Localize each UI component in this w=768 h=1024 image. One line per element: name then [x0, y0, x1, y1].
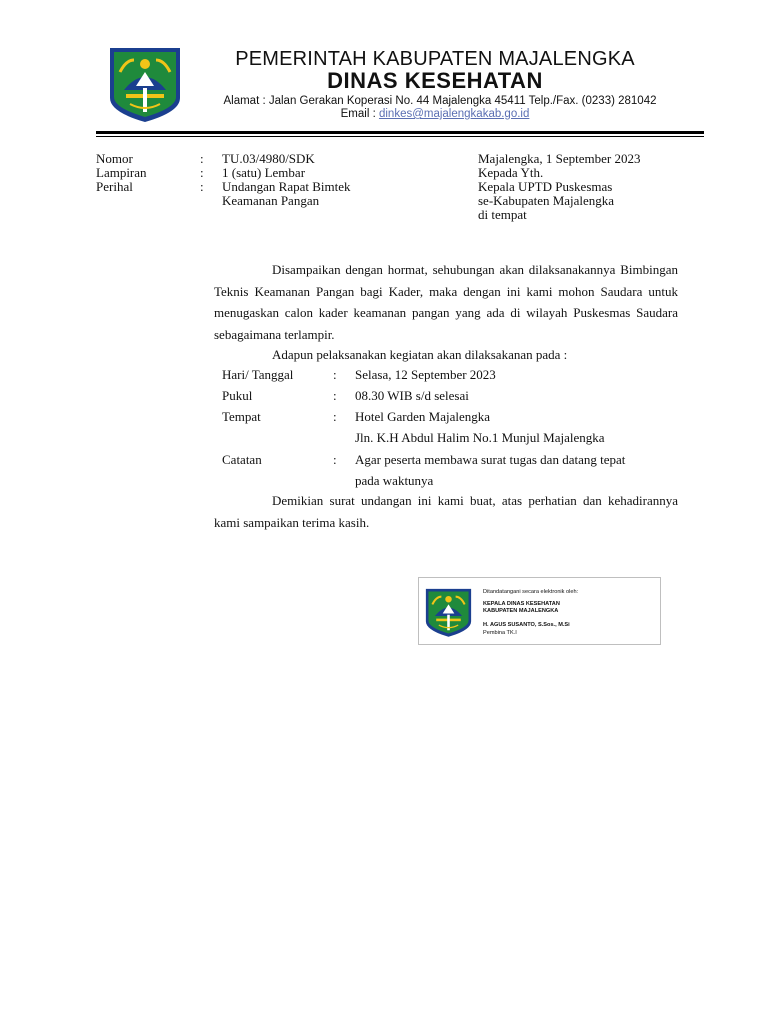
detail-value-note-cont: pada waktunya — [355, 473, 434, 488]
detail-value-note: Agar peserta membawa surat tugas dan datang tepat — [355, 452, 626, 467]
detail-value-venue: Hotel Garden Majalengka — [355, 409, 491, 424]
signature-rank: Pembina TK.I — [483, 630, 517, 636]
detail-value-date: Selasa, 12 September 2023 — [355, 367, 496, 382]
detail-value-time: 08.30 WIB s/d selesai — [355, 388, 469, 403]
majalengka-emblem-small-icon — [422, 583, 475, 640]
recipient-greeting: Kepada Yth. — [478, 165, 544, 180]
meta-colon: : — [200, 151, 204, 166]
detail-label-note: Catatan — [222, 452, 262, 467]
signature-title-1: KEPALA DINAS KESEHATAN — [483, 601, 560, 607]
meta-value-lampiran: 1 (satu) Lembar — [222, 165, 306, 180]
recipient-place: di tempat — [478, 207, 527, 222]
meta-colon: : — [200, 165, 204, 180]
signature-name: H. AGUS SUSANTO, S.Sos., M.Si — [483, 622, 570, 628]
detail-colon: : — [333, 409, 337, 424]
meta-label-nomor: Nomor — [96, 151, 133, 166]
recipient-name-2: se-Kabupaten Majalengka — [478, 193, 615, 208]
meta-value-perihal: Undangan Rapat Bimtek — [222, 179, 351, 194]
header-divider-thick — [96, 131, 704, 134]
header-government: PEMERINTAH KABUPATEN MAJALENGKA — [235, 48, 635, 70]
body-paragraph-2: Adapun pelaksanakan kegiatan akan dilaksakanan pada : — [272, 347, 568, 362]
meta-label-lampiran: Lampiran — [96, 165, 147, 180]
body-paragraph-closing: Demikian surat undangan ini kami buat, atas perhatian dan kehadirannya kami sampaikan terima kasih. — [214, 493, 678, 530]
header-office: DINAS KESEHATAN — [327, 68, 543, 93]
detail-colon: : — [333, 452, 337, 467]
detail-label-date: Hari/ Tanggal — [222, 367, 294, 382]
meta-value-nomor: TU.03/4980/SDK — [222, 151, 315, 166]
recipient-name-1: Kepala UPTD Puskesmas — [478, 179, 613, 194]
meta-colon: : — [200, 179, 204, 194]
detail-colon: : — [333, 367, 337, 382]
body-paragraph-1: Disampaikan dengan hormat, sehubungan akan dilaksanakannya Bimbingan Teknis Keamanan Pangan bagi Kader, maka dengan ini kami mohon Saudara untuk menugaskan calon kader keamanan pangan yang ada di wilayah Puskesmas Saudara sebagaimana terlampir. — [214, 262, 678, 342]
header-divider-thin — [96, 136, 704, 137]
signature-title-2: KABUPATEN MAJALENGKA — [483, 608, 559, 614]
meta-label-perihal: Perihal — [96, 179, 133, 194]
detail-label-venue: Tempat — [222, 409, 261, 424]
majalengka-emblem-icon — [104, 42, 186, 124]
email-label: Email : — [340, 108, 379, 120]
header-address: Alamat : Jalan Gerakan Koperasi No. 44 Majalengka 45411 Telp./Fax. (0233) 281042 — [223, 95, 657, 107]
detail-label-time: Pukul — [222, 388, 253, 403]
header-email-line — [190, 108, 680, 120]
meta-value-perihal-cont: Keamanan Pangan — [222, 193, 320, 208]
letter-date: Majalengka, 1 September 2023 — [478, 151, 641, 166]
email-link[interactable]: dinkes@majalengkakab.go.id — [378, 108, 530, 120]
signature-caption: Ditandatangani secara elektronik oleh: — [483, 589, 579, 595]
detail-colon: : — [333, 388, 337, 403]
detail-value-address: Jln. K.H Abdul Halim No.1 Munjul Majalengka — [355, 430, 605, 445]
